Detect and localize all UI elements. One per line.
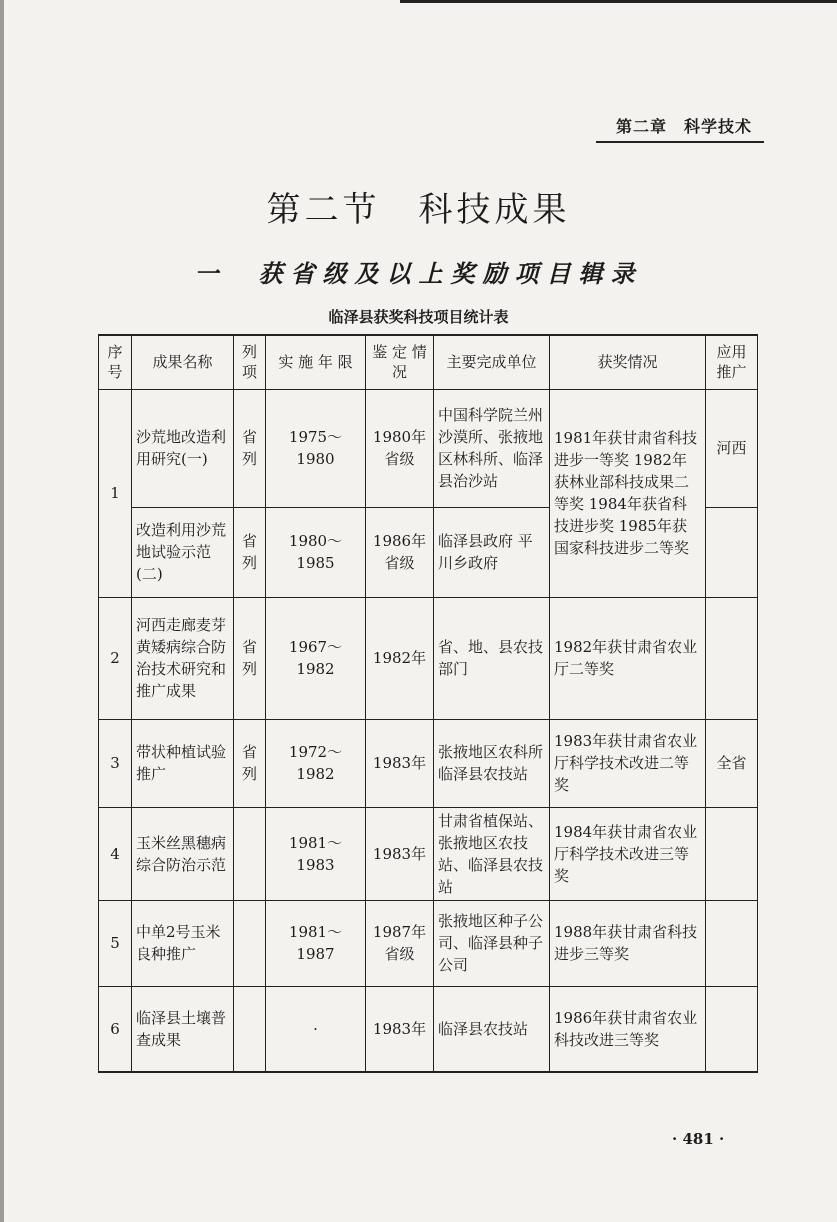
col-period: 实 施 年 限 <box>266 335 366 389</box>
row-award: 1984年获甘肃省农业厅科学技术改进三等奖 <box>550 807 706 900</box>
row-period: 1967～1982 <box>266 597 366 719</box>
table-row <box>99 986 758 1072</box>
row-period: 1975～1980 <box>266 389 366 507</box>
table-row <box>99 597 758 719</box>
row-unit: 省、地、县农技部门 <box>434 597 550 719</box>
col-name: 成果名称 <box>132 335 234 389</box>
row-award: 1986年获甘肃省农业科技改进三等奖 <box>550 986 706 1072</box>
table-row <box>99 389 758 507</box>
col-listed: 列项 <box>234 335 266 389</box>
row-seq: 5 <box>99 900 132 986</box>
row-appraisal: 1983年 <box>366 986 434 1072</box>
row-seq: 2 <box>99 597 132 719</box>
table-row <box>99 807 758 900</box>
row-promo <box>706 807 758 900</box>
row-period: 1981～1987 <box>266 900 366 986</box>
row-name: 改造利用沙荒地试验示范(二) <box>132 507 234 597</box>
section-title: 第二节 科技成果 <box>266 190 571 230</box>
row-promo: 全省 <box>706 719 758 807</box>
row-appraisal: 1983年 <box>366 807 434 900</box>
row-listed: 省列 <box>234 719 266 807</box>
row-promo <box>706 986 758 1072</box>
page-number: · 481 · <box>672 1130 725 1148</box>
row-seq: 6 <box>99 986 132 1072</box>
table-header-row <box>99 335 758 389</box>
row-appraisal: 1987年省级 <box>366 900 434 986</box>
row-name: 中单2号玉米良种推广 <box>132 900 234 986</box>
row-period: · <box>266 986 366 1072</box>
running-header <box>596 114 764 143</box>
row-appraisal: 1982年 <box>366 597 434 719</box>
col-seq: 序号 <box>99 335 132 389</box>
sub-title: 一 获省级及以上奖励项目辑录 <box>194 259 643 288</box>
table-caption: 临泽县获奖科技项目统计表 <box>328 308 509 326</box>
col-award: 获奖情况 <box>550 335 706 389</box>
row-appraisal: 1983年 <box>366 719 434 807</box>
row-listed: 省列 <box>234 507 266 597</box>
row-name: 河西走廊麦芽黄矮病综合防治技术研究和推广成果 <box>132 597 234 719</box>
row-award: 1981年获甘肃省科技进步一等奖 1982年获林业部科技成果二等奖 1984年获省科技进步奖 1985年获国家科技进步二等奖 <box>550 389 706 597</box>
row-period: 1981～1983 <box>266 807 366 900</box>
row-promo: 河西 <box>706 389 758 507</box>
chapter-header: 第二章 科学技术 <box>615 117 752 136</box>
row-period: 1980～1985 <box>266 507 366 597</box>
row-listed <box>234 807 266 900</box>
row-unit: 临泽县农技站 <box>434 986 550 1072</box>
row-name: 沙荒地改造利用研究(一) <box>132 389 234 507</box>
row-unit: 中国科学院兰州沙漠所、张掖地区林科所、临泽县治沙站 <box>434 389 550 507</box>
row-promo <box>706 597 758 719</box>
row-name: 临泽县土壤普查成果 <box>132 986 234 1072</box>
table-row <box>99 719 758 807</box>
row-unit: 甘肃省植保站、张掖地区农技站、临泽县农技站 <box>434 807 550 900</box>
row-period: 1972～1982 <box>266 719 366 807</box>
row-listed: 省列 <box>234 597 266 719</box>
awards-table <box>98 334 758 1073</box>
row-seq: 4 <box>99 807 132 900</box>
row-listed <box>234 900 266 986</box>
row-promo <box>706 507 758 597</box>
row-seq: 3 <box>99 719 132 807</box>
row-unit: 张掖地区种子公司、临泽县种子公司 <box>434 900 550 986</box>
row-award: 1982年获甘肃省农业厅二等奖 <box>550 597 706 719</box>
col-appraisal: 鉴 定 情 况 <box>366 335 434 389</box>
col-promo: 应用推广 <box>706 335 758 389</box>
row-award: 1988年获甘肃省科技进步三等奖 <box>550 900 706 986</box>
row-name: 玉米丝黑穗病综合防治示范 <box>132 807 234 900</box>
row-listed <box>234 986 266 1072</box>
row-promo <box>706 900 758 986</box>
row-unit: 临泽县政府 平川乡政府 <box>434 507 550 597</box>
row-name: 带状种植试验推广 <box>132 719 234 807</box>
col-unit: 主要完成单位 <box>434 335 550 389</box>
table-row <box>99 900 758 986</box>
row-appraisal: 1986年省级 <box>366 507 434 597</box>
row-award: 1983年获甘肃省农业厅科学技术改进二等奖 <box>550 719 706 807</box>
row-appraisal: 1980年省级 <box>366 389 434 507</box>
row-listed: 省列 <box>234 389 266 507</box>
row-seq: 1 <box>99 389 132 597</box>
top-rule <box>400 0 837 3</box>
row-unit: 张掖地区农科所 临泽县农技站 <box>434 719 550 807</box>
